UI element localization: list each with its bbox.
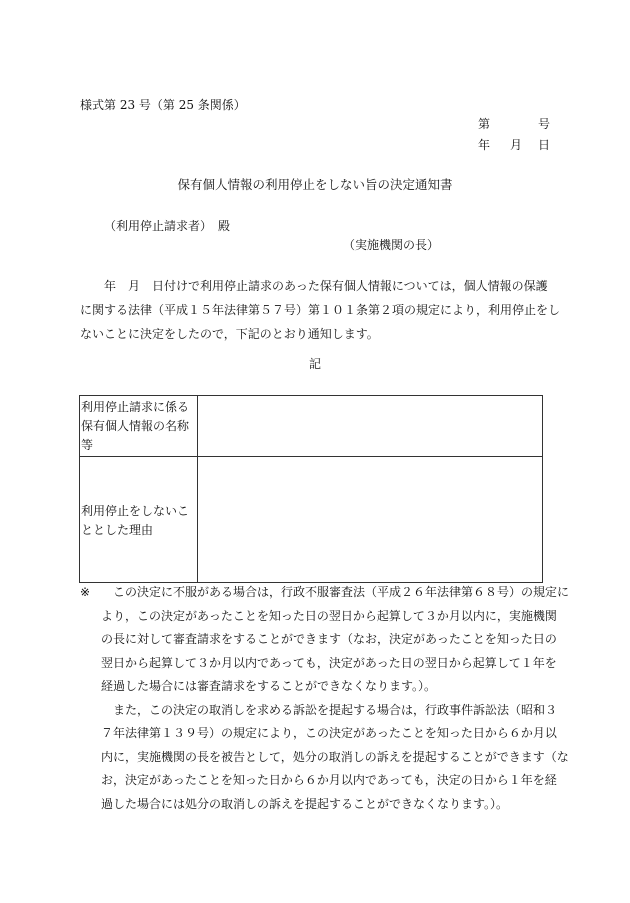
body-line: ないことに決定をしたので，下記のとおり通知します。 (80, 327, 379, 341)
document-title: 保有個人情報の利用停止をしない旨の決定通知書 (177, 177, 453, 192)
remarks-note (80, 581, 570, 816)
body-line: 年 月 日付けで利用停止請求のあった保有個人情報については，個人情報の保護 (80, 279, 548, 293)
date-year-label: 年 (478, 138, 491, 152)
note-line: 翌日から起算して３か月以内であっても，決定があった日の翌日から起算して１年を (101, 655, 557, 670)
issuer-line: （実施機関の長） (343, 238, 440, 252)
document-number-label: 第 (478, 117, 491, 131)
document-number-suffix: 号 (538, 117, 551, 131)
note-line: 経過した場合には審査請求をすることができなくなります。）。 (101, 679, 437, 693)
label-line: 等 (81, 438, 94, 452)
notice-body (80, 274, 561, 346)
label-line: 利用停止請求に係る (81, 400, 190, 414)
note-line: の長に対して審査請求をすることができます（なお，決定があったことを知った日の (101, 632, 557, 646)
table-value-cell (198, 396, 543, 457)
date-day-label: 日 (538, 138, 551, 152)
note-line: ７年法律第１３９号）の規定により，この決定があったことを知った日から６か月以 (101, 726, 557, 740)
label-line: ととした理由 (81, 522, 154, 537)
note-line: 内に，実施機関の長を被告として，処分の取消しの訴えを提起することができます（な (101, 749, 569, 764)
note-text: この決定に不服がある場合は，行政不服審査法（平成２６年法律第６８号）の規定に (101, 585, 570, 599)
note-line: また，この決定の取消しを求める訴訟を提起する場合は，行政事件訴訟法（昭和３ (101, 702, 558, 717)
note-line (80, 581, 570, 605)
table-label-cell (80, 457, 198, 583)
label-line: 利用停止をしないこ (81, 503, 190, 518)
note-mark: ※ (80, 585, 91, 599)
table-label-cell (80, 396, 198, 457)
note-line: 過した場合には処分の取消しの訴えを提起することができなくなります。）。 (101, 796, 509, 811)
date-month-label: 月 (510, 138, 523, 152)
table-value-cell (198, 457, 543, 583)
form-number-label: 様式第 23 号（第 25 条関係） (80, 98, 246, 112)
body-line: に関する法律（平成１５年法律第５７号）第１０１条第２項の規定により，利用停止をし (80, 303, 561, 317)
recipient-line: （利用停止請求者） 殿 (104, 219, 231, 233)
note-line: お，決定があったことを知った日から６か月以内であっても，決定の日から１年を経 (101, 773, 557, 787)
info-table (79, 395, 543, 583)
label-line: 保有個人情報の名称 (81, 419, 190, 433)
table-row (80, 457, 543, 583)
note-line: より，この決定があったことを知った日の翌日から起算して３か月以内に，実施機関 (101, 608, 557, 623)
ki-heading: 記 (308, 357, 321, 371)
table-row (80, 396, 543, 457)
